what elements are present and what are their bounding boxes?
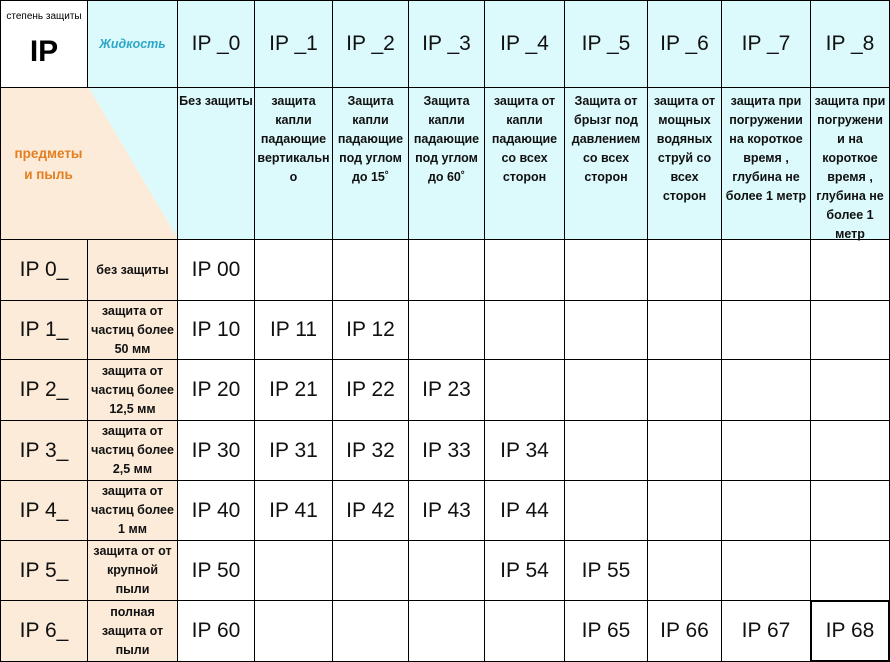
rating-cell: IP 55: [565, 541, 648, 601]
rating-cell: [811, 541, 890, 601]
rating-cell: IP 66: [648, 601, 722, 662]
corner-ip-code: IP: [29, 35, 59, 68]
column-header-4: IP _4: [485, 0, 565, 88]
rating-cell: [648, 240, 722, 301]
rating-cell: [811, 481, 890, 541]
row-label-3: IP 3_: [0, 421, 88, 481]
row-label-0: IP 0_: [0, 240, 88, 301]
rating-cell: [255, 240, 333, 301]
rating-cell: IP 00: [178, 240, 255, 301]
rating-cell: IP 65: [565, 601, 648, 662]
rating-cell: [565, 421, 648, 481]
rating-cell: IP 21: [255, 360, 333, 421]
rating-cell: [648, 481, 722, 541]
row-desc-5: защита от от крупной пыли: [88, 541, 178, 601]
column-desc-0: Без защиты: [178, 88, 255, 240]
rating-cell: [648, 421, 722, 481]
rating-cell: [722, 301, 811, 360]
row-desc-4: защита от частиц более 1 мм: [88, 481, 178, 541]
rating-cell: [409, 541, 485, 601]
row-label-5: IP 5_: [0, 541, 88, 601]
rating-cell: [485, 360, 565, 421]
column-desc-5: Защита от брызг под давлением со всех сторон: [565, 88, 648, 240]
solids-label: [1, 143, 96, 185]
rating-cell: IP 20: [178, 360, 255, 421]
rating-cell: [333, 240, 409, 301]
column-header-6: IP _6: [648, 0, 722, 88]
rating-cell: IP 41: [255, 481, 333, 541]
rating-cell: IP 44: [485, 481, 565, 541]
column-header-7: IP _7: [722, 0, 811, 88]
corner-ip-title: [0, 0, 88, 88]
rating-cell: IP 43: [409, 481, 485, 541]
rating-cell: [485, 601, 565, 662]
corner-caption: степень защиты: [6, 11, 82, 22]
rating-cell: [485, 301, 565, 360]
rating-cell: [565, 301, 648, 360]
rating-cell: [333, 541, 409, 601]
rating-cell: IP 67: [722, 601, 811, 662]
rating-cell: IP 54: [485, 541, 565, 601]
rating-cell: IP 12: [333, 301, 409, 360]
row-label-4: IP 4_: [0, 481, 88, 541]
rating-cell: [811, 421, 890, 481]
liquid-label-text: Жидкость: [99, 37, 166, 51]
rating-cell: [648, 301, 722, 360]
rating-cell: [722, 240, 811, 301]
rating-cell: IP 33: [409, 421, 485, 481]
rating-cell: IP 34: [485, 421, 565, 481]
rating-cell: [485, 240, 565, 301]
column-desc-3: Защита капли падающие под углом до 60˚: [409, 88, 485, 240]
rating-cell: IP 31: [255, 421, 333, 481]
column-desc-1: защита капли падающие вертикальн о: [255, 88, 333, 240]
rating-cell: [565, 240, 648, 301]
rating-cell: [255, 601, 333, 662]
rating-cell: IP 40: [178, 481, 255, 541]
rating-cell: [255, 541, 333, 601]
rating-cell: [565, 481, 648, 541]
rating-cell: IP 11: [255, 301, 333, 360]
row-label-6: IP 6_: [0, 601, 88, 662]
column-header-8: IP _8: [811, 0, 890, 88]
column-desc-2: Защита капли падающие под углом до 15˚: [333, 88, 409, 240]
column-header-1: IP _1: [255, 0, 333, 88]
column-header-5: IP _5: [565, 0, 648, 88]
rating-cell: IP 30: [178, 421, 255, 481]
rating-cell: [722, 421, 811, 481]
column-desc-6: защита от мощных водяных струй со всех сторон: [648, 88, 722, 240]
rating-cell: [409, 601, 485, 662]
rating-cell: [409, 301, 485, 360]
rating-cell: IP 10: [178, 301, 255, 360]
solids-dust-label: [0, 88, 178, 240]
rating-cell: IP 22: [333, 360, 409, 421]
row-label-2: IP 2_: [0, 360, 88, 421]
row-desc-1: защита от частиц более 50 мм: [88, 301, 178, 360]
rating-cell: [565, 360, 648, 421]
column-header-3: IP _3: [409, 0, 485, 88]
rating-cell: [811, 240, 890, 301]
rating-cell: IP 60: [178, 601, 255, 662]
rating-cell: IP 23: [409, 360, 485, 421]
row-desc-3: защита от частиц более 2,5 мм: [88, 421, 178, 481]
rating-cell: [409, 240, 485, 301]
rating-cell: [811, 301, 890, 360]
rating-cell: [722, 541, 811, 601]
rating-cell: [722, 360, 811, 421]
rating-cell: [722, 481, 811, 541]
rating-cell: IP 68: [811, 601, 890, 662]
rating-cell: [333, 601, 409, 662]
liquid-label: [88, 0, 178, 88]
rating-cell: IP 42: [333, 481, 409, 541]
rating-cell: [648, 360, 722, 421]
rating-cell: [648, 541, 722, 601]
rating-cell: IP 32: [333, 421, 409, 481]
column-desc-7: защита при погружении на короткое время , глубина не более 1 метр: [722, 88, 811, 240]
row-desc-0: без защиты: [88, 240, 178, 301]
rating-cell: [811, 360, 890, 421]
solids-label-line2: и пыль: [24, 167, 73, 182]
column-header-2: IP _2: [333, 0, 409, 88]
row-desc-2: защита от частиц более 12,5 мм: [88, 360, 178, 421]
column-desc-8: защита при погружени и на короткое время , глубина не более 1 метр: [811, 88, 890, 240]
rating-cell: IP 50: [178, 541, 255, 601]
column-header-0: IP _0: [178, 0, 255, 88]
solids-label-line1: предметы: [14, 146, 83, 161]
row-label-1: IP 1_: [0, 301, 88, 360]
column-desc-4: защита от капли падающие со всех сторон: [485, 88, 565, 240]
row-desc-6: полная защита от пыли: [88, 601, 178, 662]
